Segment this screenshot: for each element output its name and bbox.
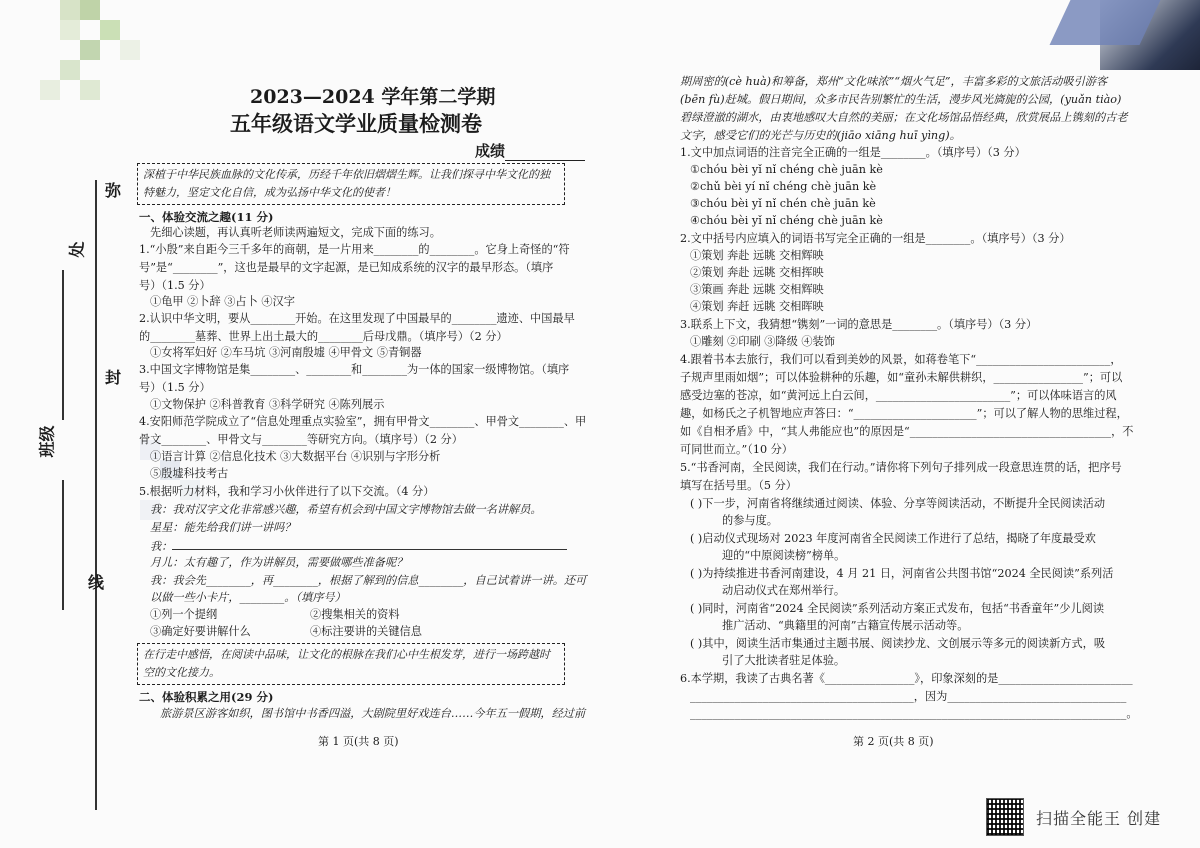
page-1-footer: 第 1 页(共 8 页) bbox=[318, 735, 399, 748]
p2-text-4: 文字，感受它们的光芒与历史的(jiāo xiāng huī yìng)。 bbox=[680, 129, 961, 142]
section-1-intro: 先细心读题，再认真听老师读两遍短文，完成下面的练习。 bbox=[150, 226, 441, 239]
q5-prompt: 5.根据听力材料，我和学习小伙伴进行了以下交流。（4 分） bbox=[139, 485, 435, 498]
q5-dialog-6: 以做一些小卡片，________。（填序号） bbox=[150, 591, 346, 604]
exam-year-title: 2023—2024 学年第二学期 bbox=[250, 86, 496, 108]
q5-dialog-1: 我：我对汉字文化非常感兴趣，希望有机会到中国文字博物馆去做一名讲解员。 bbox=[150, 503, 542, 516]
binding-char-mi: 弥 bbox=[105, 181, 122, 200]
q5-option-2: ②搜集相关的资料 bbox=[310, 608, 400, 621]
q3-line-2: 号）（1.5 分） bbox=[139, 381, 211, 394]
p2-q2-row-2: ②策划 奔赴 远眺 交相挥映 bbox=[690, 266, 824, 279]
p2-q5-s5b: 引了大批读者驻足体验。 bbox=[722, 654, 846, 667]
q3-line-1: 3.中国文字博物馆是集________、________和________为一体的国家一级博物馆。（填序 bbox=[139, 363, 570, 376]
p2-q5-s4b: 推广活动、“典籍里的河南”古籍宣传展示活动等。 bbox=[722, 619, 969, 632]
q5-dialog-4: 月儿：太有趣了，作为讲解员，需要做哪些准备呢？ bbox=[150, 556, 408, 569]
binding-char-chu: 处 bbox=[67, 241, 87, 258]
q4-options-2: ⑤殷墟科技考古 bbox=[150, 467, 229, 480]
p2-q2: 2.文中括号内应填入的词语书写完全正确的一组是________。（填序号）（3 分） bbox=[680, 232, 1071, 245]
binding-rule-2 bbox=[62, 480, 64, 610]
binding-label-class: 班级 bbox=[37, 425, 57, 458]
p2-q4-line-3: 感受边塞的苍凉，如“黄河远上白云间，________________________”；可以体味语言的风 bbox=[680, 389, 1117, 402]
binding-margin bbox=[0, 60, 130, 780]
p2-q4-line-2: 子规声里雨如烟”；可以体验耕种的乐趣，如“童孙未解供耕织，________________”；可以 bbox=[680, 371, 1123, 384]
intro-box: 深植于中华民族血脉的文化传承，历经千年依旧熠熠生辉。让我们探寻中华文化的独特魅力，坚定文化自信，成为弘扬中华文化的使者！ bbox=[137, 163, 565, 205]
p2-q5-s1b: 的参与度。 bbox=[722, 514, 778, 527]
section-2-text: 旅游景区游客如织，图书馆中书香四溢，大剧院里好戏连台……今年五一假期，经过前 bbox=[160, 707, 586, 720]
p2-q5-s3b: 动启动仪式在郑州举行。 bbox=[722, 584, 846, 597]
p2-q4-line-4: 趣，如杨氏之子机智地应声答曰：“______________________”；可以了解人物的思维过程， bbox=[680, 407, 1128, 420]
p2-q1: 1.文中加点词语的注音完全正确的一组是________。（填序号）（3 分） bbox=[680, 146, 1026, 159]
section-2-heading: 二、体验积累之用(29 分) bbox=[139, 690, 274, 704]
q5-answer-blank[interactable] bbox=[172, 538, 567, 550]
q5-option-4: ④标注要讲的关键信息 bbox=[310, 625, 422, 638]
q5-dialog-5: 我：我会先________，再________，根据了解到的信息________，自己试着讲一讲。还可 bbox=[150, 574, 587, 587]
p2-q3-options: ①雕刻 ②印刷 ③降级 ④装饰 bbox=[690, 335, 835, 348]
p2-q3: 3.联系上下文，我猜想“镌刻”一词的意思是________。（填序号）（3 分） bbox=[680, 318, 1038, 331]
p2-q5-s3a: ( )为持续推进书香河南建设，4 月 21 日，河南省公共图书馆“2024 全民阅读”系列活 bbox=[690, 567, 1114, 580]
camscanner-qr-icon bbox=[986, 798, 1024, 836]
page-2-footer: 第 2 页(共 8 页) bbox=[853, 735, 934, 748]
p2-q2-row-1: ①策划 奔赴 远眺 交相辉映 bbox=[690, 249, 824, 262]
q4-line-1: 4.安阳师范学院成立了“信息处理重点实验室”，拥有甲骨文________、甲骨文________、甲 bbox=[139, 415, 587, 428]
q4-line-2: 骨文________、甲骨文与________等研究方向。（填序号）（2 分） bbox=[139, 433, 463, 446]
p2-q1-row-2: ②chǔ bèi yí nǐ chéng chè juān kè bbox=[690, 180, 877, 193]
p2-text-3: 碧绿澄澈的湖水，由衷地感叹大自然的美丽；在文化场馆品悟经典，欣赏展品上镌刻的古老 bbox=[680, 111, 1128, 124]
p2-q5-s5a: ( )其中，阅读生活市集通过主题书展、阅读抄龙、文创展示等多元的阅读新方式，吸 bbox=[690, 637, 1106, 650]
p2-q4-line-6: 可同世而立。”（10 分） bbox=[680, 443, 793, 456]
score-field bbox=[475, 140, 585, 161]
q1-line-3: 号）（1.5 分） bbox=[139, 279, 211, 292]
q3-options: ①文物保护 ②科普教育 ③科学研究 ④陈列展示 bbox=[150, 398, 385, 411]
section-1-heading: 一、体验交流之趣(11 分) bbox=[139, 210, 274, 224]
q2-options: ①女将军妇好 ②车马坑 ③河南殷墟 ④甲骨文 ⑤青铜器 bbox=[150, 346, 422, 359]
p2-q4-line-5: 如《自相矛盾》中，“其人弗能应也”的原因是“____________________________________，不 bbox=[680, 425, 1134, 438]
q5-dialog-3: 我： bbox=[150, 538, 567, 554]
binding-rule-1 bbox=[62, 270, 64, 420]
q4-options: ①语言计算 ②信息化技术 ③大数据平台 ④识别与字形分析 bbox=[150, 450, 441, 463]
q5-option-3: ③确定好要讲解什么 bbox=[150, 625, 251, 638]
camscanner-watermark: 扫描全能王 创建 bbox=[1036, 809, 1162, 828]
p2-q5-s2b: 迎的“中原阅读榜”榜单。 bbox=[722, 549, 846, 562]
q2-line-1: 2.认识中华文明，要从________开始。在这里发现了中国最早的________遗迹、中国最早 bbox=[139, 312, 575, 325]
q1-line-2: 号”是“________”，这也是最早的文字起源，是已知成系统的汉字的最早形态。（填序 bbox=[139, 261, 554, 274]
p2-q4-line-1: 4.跟着书本去旅行，我们可以看到美妙的风景，如蒋卷笔下“________________________， bbox=[680, 353, 1122, 366]
p2-q2-row-3: ③策画 奔赴 远眺 交相辉映 bbox=[690, 283, 824, 296]
q5-dialog-2: 星星：能先给我们讲一讲吗？ bbox=[150, 521, 296, 534]
p2-q6-line-1: 6.本学期，我读了古典名著《________________》，印象深刻的是________________________ bbox=[680, 672, 1133, 685]
binding-char-feng: 封 bbox=[105, 368, 122, 387]
p2-q1-row-1: ①chóu bèi yǐ nǐ chéng chè juān kè bbox=[690, 163, 883, 176]
p2-q1-row-3: ③chóu bèi yǐ nǐ chén chè juān kè bbox=[690, 197, 876, 210]
p2-q5-s4a: ( )同时，河南省“2024 全民阅读”系列活动方案正式发布，包括“书香童年”少儿阅读 bbox=[690, 602, 1105, 615]
q1-line-1: 1.“小殷”来自距今三千多年的商朝，是一片用来________的________。它身上奇怪的“符 bbox=[139, 243, 570, 256]
q1-options: ①龟甲 ②卜辞 ③占卜 ④汉字 bbox=[150, 295, 295, 308]
p2-q5-s1a: ( )下一步，河南省将继续通过阅读、体验、分享等阅读活动，不断提升全民阅读活动 bbox=[690, 497, 1106, 510]
p2-text-2: (bēn fù)赶城。假日期间，众多市民告别繁忙的生活，漫步风光旖旎的公园，(yuǎn tiào) bbox=[680, 93, 1122, 106]
p2-text-1: 期周密的(cè huà)和筹备，郑州“文化味浓”“烟火气足”，丰富多彩的文旅活动吸引游客 bbox=[680, 75, 1108, 88]
p2-q5-line-1: 5.“书香河南，全民阅读，我们在行动。”请你将下列句子排列成一段意思连贯的话，把序号 bbox=[680, 461, 1122, 474]
binding-line bbox=[95, 180, 97, 810]
binding-char-xian: 线 bbox=[88, 573, 105, 592]
q5-option-1: ①列一个提纲 bbox=[150, 608, 218, 621]
p2-q6-line-3: ______________________________________________________________________________。 bbox=[690, 707, 1138, 720]
p2-q6-line-2: ________________________________________，因为________________________________ bbox=[690, 690, 1127, 703]
score-blank[interactable] bbox=[505, 146, 585, 161]
outro-box: 在行走中感悟，在阅读中品味，让文化的根脉在我们心中生根发芽，进行一场跨越时空的文化接力。 bbox=[137, 643, 565, 685]
score-label: 成绩 bbox=[475, 142, 506, 160]
p2-q5-line-2: 填写在括号里。（5 分） bbox=[680, 479, 797, 492]
q2-line-2: 的________墓葬、世界上出土最大的________后母戊鼎。（填序号）（2 分） bbox=[139, 330, 508, 343]
p2-q1-row-4: ④chóu bèi yǐ nǐ chéng chè juān kè bbox=[690, 214, 883, 227]
exam-title: 五年级语文学业质量检测卷 bbox=[230, 111, 482, 136]
p2-q2-row-4: ④策划 奔赶 远眺 交相晖映 bbox=[690, 300, 824, 313]
p2-q5-s2a: ( )启动仪式现场对 2023 年度河南省全民阅读工作进行了总结，揭晓了年度最受欢 bbox=[690, 532, 1096, 545]
